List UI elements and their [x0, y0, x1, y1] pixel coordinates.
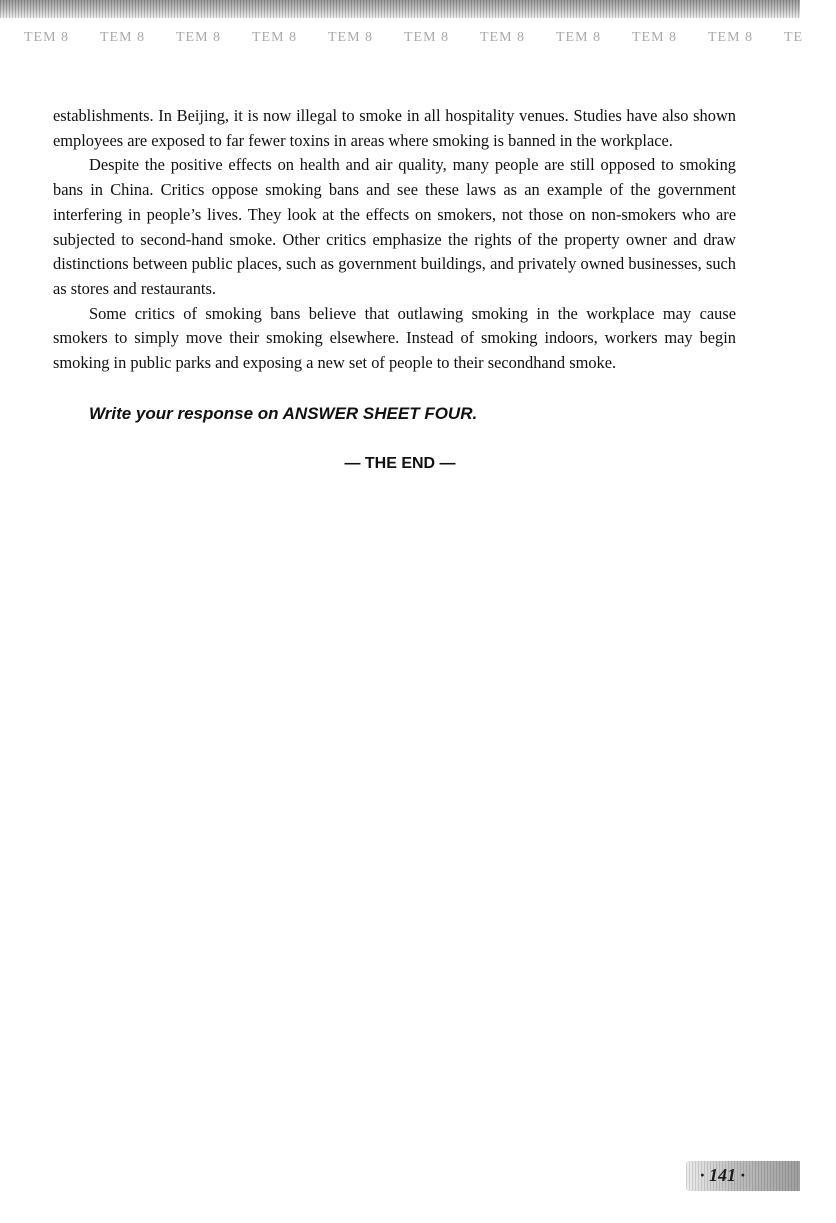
- paragraph: Despite the positive effects on health and air quality, many people are still opposed to smoking bans in China. Critics oppose smoking bans and see these laws as an example of the government interfering in people’s lives. They look at the effects on smokers, not those on non-smokers who are subjected to second-hand smoke. Other critics emphasize the rights of the property owner and draw distinctions between public places, such as government buildings, and privately owned businesses, such as stores and restaurants.: [53, 155, 736, 298]
- the-end-marker: — THE END —: [344, 455, 456, 472]
- answer-sheet-instruction: Write your response on ANSWER SHEET FOUR.: [89, 404, 478, 423]
- body-text: [53, 104, 736, 376]
- header-label: TEM 8: [100, 30, 146, 45]
- header-label: TEM 8: [404, 30, 450, 45]
- header-label: TEM 8: [328, 30, 374, 45]
- header-label: TEM 8: [708, 30, 754, 45]
- header-label: TEM 8: [176, 30, 222, 45]
- header-label: TE: [784, 30, 804, 45]
- page-number: · 141 ·: [700, 1165, 745, 1185]
- header-label: TEM 8: [24, 30, 70, 45]
- header-label: TEM 8: [556, 30, 602, 45]
- paragraph: Some critics of smoking bans believe that outlawing smoking in the workplace may cause smokers to simply move their smoking elsewhere. Instead of smoking indoors, workers may begin smoking in public parks and exposing a new set of people to their secondhand smoke.: [53, 303, 736, 373]
- header-label: TEM 8: [252, 30, 298, 45]
- paragraph: establishments. In Beijing, it is now illegal to smoke in all hospitality venues. Studies have also shown employees are exposed to far fewer toxins in areas where smoking is banned in the workplace.: [53, 106, 736, 150]
- header-decorative-stripe: [0, 0, 800, 18]
- header-label: TEM 8: [632, 30, 678, 45]
- header-label-row: [0, 30, 804, 50]
- header-label: TEM 8: [480, 30, 526, 45]
- page-header: [0, 0, 804, 52]
- page-number-tab: [686, 1161, 800, 1191]
